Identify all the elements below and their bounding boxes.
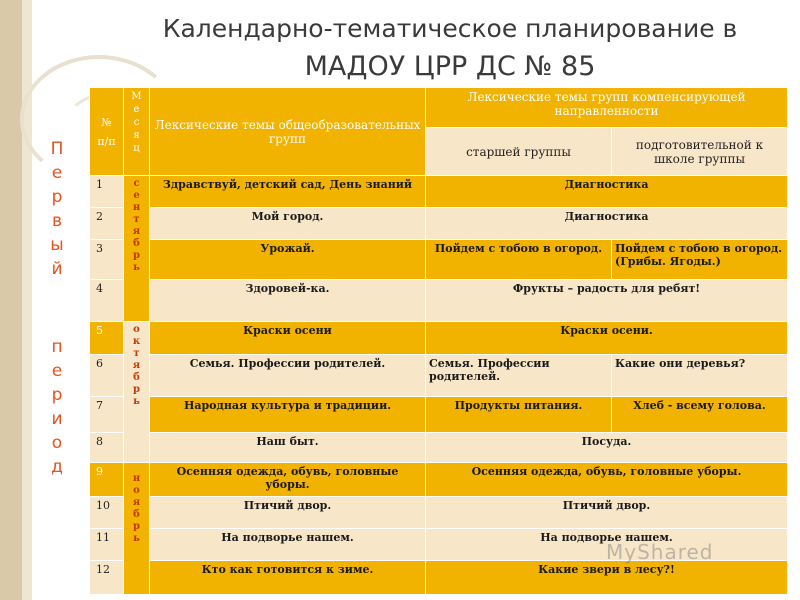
senior-topic: Продукты питания.: [426, 396, 612, 432]
senior-topic: Семья. Профессии родителей.: [426, 354, 612, 396]
header-month: [124, 88, 150, 176]
row-number: 4: [90, 280, 124, 322]
header-compensating-topics: Лексические темы групп компенсирующей направленности: [426, 88, 788, 128]
side-letter: е: [51, 163, 63, 183]
side-letter: е: [51, 361, 63, 381]
side-letter: й: [51, 259, 63, 279]
side-letter: р: [51, 385, 63, 405]
preparatory-topic: Хлеб - всему голова.: [612, 396, 788, 432]
title-line-2: МАДОУ ЦРР ДС № 85: [304, 51, 596, 82]
month-letter: к: [132, 336, 141, 348]
compensating-topic: Краски осени.: [426, 322, 788, 354]
month-letter: я: [132, 226, 141, 238]
header-senior-group: старшей группы: [426, 128, 612, 176]
general-topic: Мой город.: [150, 208, 426, 240]
month-letter: т: [133, 214, 140, 226]
general-topic: Птичий двор.: [150, 496, 426, 528]
row-number: 3: [90, 240, 124, 280]
page-title: [130, 10, 770, 86]
preparatory-topic: Пойдем с тобою в огород. (Грибы. Ягоды.): [612, 240, 788, 280]
general-topic: Здравствуй, детский сад, День знаний: [150, 176, 426, 208]
row-number: 8: [90, 432, 124, 462]
side-letter: в: [51, 211, 63, 231]
month-letter: р: [133, 384, 140, 396]
general-topic: Наш быт.: [150, 432, 426, 462]
side-letter: д: [51, 457, 63, 477]
header-month-letter: е: [133, 104, 140, 115]
general-topic: Урожай.: [150, 240, 426, 280]
month-letter: с: [133, 178, 140, 190]
header-number-label: п/п: [97, 134, 116, 148]
general-topic: На подворье нашем.: [150, 528, 426, 560]
side-label-first: [42, 137, 72, 281]
month-letter: я: [132, 360, 141, 372]
header-general-topics: Лексические темы общеобразовательных групп: [150, 88, 426, 176]
general-topic: Семья. Профессии родителей.: [150, 354, 426, 396]
compensating-topic: Какие звери в лесу?!: [426, 560, 788, 594]
header-preparatory-group: подготовительной к школе группы: [612, 128, 788, 176]
month-letter: р: [133, 250, 140, 262]
month-letter: б: [133, 508, 140, 520]
watermark-logo: [606, 540, 714, 564]
row-number: 9: [90, 462, 124, 496]
header-number-sign: №: [101, 115, 112, 129]
row-number: 1: [90, 176, 124, 208]
month-letter: о: [133, 324, 140, 336]
side-letter: р: [51, 187, 63, 207]
row-number: 7: [90, 396, 124, 432]
title-line-1: Календарно-тематическое планирование в: [162, 14, 738, 43]
side-letter: и: [51, 409, 63, 429]
header-number: [90, 88, 124, 176]
planning-table: [89, 87, 788, 595]
compensating-topic: На подворье нашем.: [426, 528, 788, 560]
side-label-period: [42, 335, 72, 479]
compensating-topic: Птичий двор.: [426, 496, 788, 528]
compensating-topic: Диагностика: [426, 208, 788, 240]
compensating-topic: Фрукты – радость для ребят!: [426, 280, 788, 322]
row-number: 10: [90, 496, 124, 528]
general-topic: Здоровей-ка.: [150, 280, 426, 322]
month-letter: б: [133, 372, 140, 384]
senior-topic: Пойдем с тобою в огород.: [426, 240, 612, 280]
month-letter: н: [132, 202, 141, 214]
row-number: 6: [90, 354, 124, 396]
general-topic: Краски осени: [150, 322, 426, 354]
decorative-stripe: [0, 0, 22, 600]
month-letter: ь: [133, 262, 140, 274]
month-september: [124, 176, 150, 322]
month-letter: ь: [133, 532, 140, 544]
compensating-topic: Осенняя одежда, обувь, головные уборы.: [426, 462, 788, 496]
general-topic: Осенняя одежда, обувь, головные уборы.: [150, 462, 426, 496]
row-number: 12: [90, 560, 124, 594]
month-letter: р: [133, 520, 140, 532]
month-october: [124, 322, 150, 462]
month-letter: б: [133, 238, 140, 250]
month-november: [124, 462, 150, 594]
watermark-text: MyShared: [606, 540, 714, 564]
compensating-topic: Диагностика: [426, 176, 788, 208]
row-number: 11: [90, 528, 124, 560]
preparatory-topic: Какие они деревья?: [612, 354, 788, 396]
month-letter: т: [133, 348, 140, 360]
month-letter: я: [132, 496, 141, 508]
general-topic: Кто как готовится к зиме.: [150, 560, 426, 594]
row-number: 5: [90, 322, 124, 354]
header-month-letter: я: [133, 130, 140, 141]
month-letter: е: [133, 190, 140, 202]
month-letter: н: [132, 472, 141, 484]
side-letter: п: [51, 337, 63, 357]
month-letter: ь: [133, 396, 140, 408]
general-topic: Народная культура и традиции.: [150, 396, 426, 432]
month-letter: о: [133, 484, 140, 496]
header-month-letter: ц: [133, 143, 140, 154]
header-month-letter: с: [133, 117, 140, 128]
header-month-letter: М: [131, 91, 142, 102]
row-number: 2: [90, 208, 124, 240]
side-letter: ы: [50, 235, 64, 255]
side-letter: о: [51, 433, 63, 453]
compensating-topic: Посуда.: [426, 432, 788, 462]
side-letter: П: [50, 139, 64, 159]
